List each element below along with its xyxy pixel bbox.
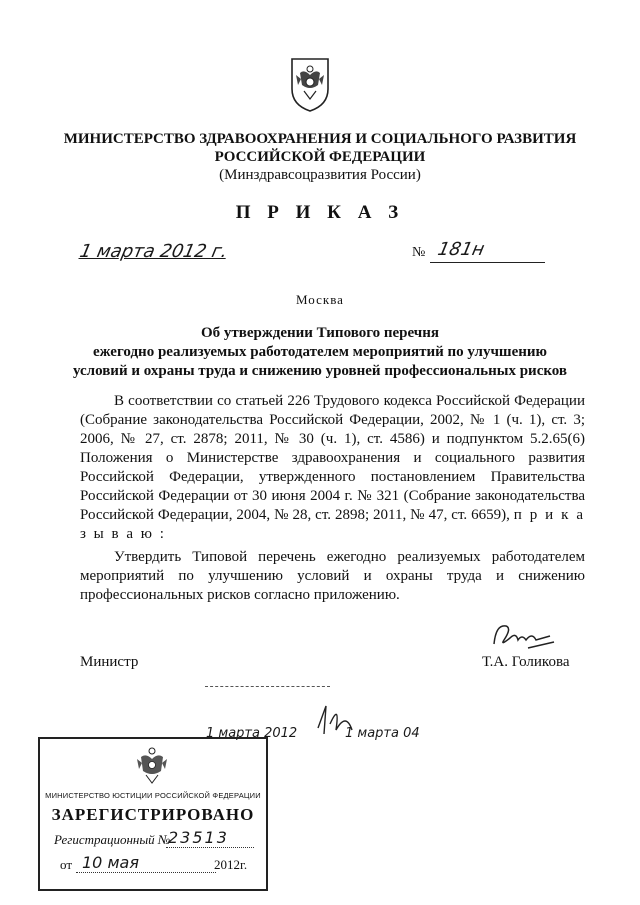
minister-signature-image	[488, 618, 558, 654]
subject-line3: условий и охраны труда и снижению уровней профессиональных рисков	[72, 363, 568, 379]
registration-handwritten-date-2: 1 марта 04	[345, 726, 420, 741]
stamp-date-underline	[76, 872, 216, 873]
stamp-date-label: от	[60, 857, 73, 872]
minister-name: Т.А. Голикова	[482, 654, 570, 670]
registration-stamp	[38, 737, 268, 891]
ministry-name-line1: МИНИСТЕРСТВО ЗДРАВООХРАНЕНИЯ И СОЦИАЛЬНОГО РАЗВИТИЯ	[63, 131, 577, 147]
order-city: Москва	[296, 292, 344, 307]
order-number-handwritten: 181н	[435, 239, 487, 260]
stamp-year: 2012г.	[214, 857, 248, 872]
stamp-registration-underline	[166, 847, 254, 848]
ministry-short-name: (Минздравсоцразвития России)	[219, 167, 421, 183]
paragraph-1-text: В соответствии со статьей 226 Трудового кодекса Российской Федерации (Собрание законодательства Российской Федерации, 2002, № 1 (ч. 1), ст. 3; 2006, № 27, ст. 2878; 2011, № 30 (ч. 1), ст. 4586) и подпунктом 5.2.65(6) Положения о Министерстве здравоохранения и социального развития Российской Федерации, утвержденного постановлением Правительства Российской Федерации от 30 июня 2004 г. № 321 (Собрание законодательства Российской Федерации, 2004, № 28, ст. 2898; 2011, № 47, ст. 6659),	[80, 393, 585, 523]
document-subject	[0, 324, 640, 381]
registration-handwritten-date: 1 марта 2012	[206, 726, 298, 741]
stamp-emblem-icon	[135, 745, 169, 785]
subject-line1: Об утверждении Типового перечня	[200, 325, 440, 341]
stamp-ministry-name: МИНИСТЕРСТВО ЮСТИЦИИ РОССИЙСКОЙ ФЕДЕРАЦИИ	[45, 791, 261, 800]
ministry-name-line2: РОССИЙСКОЙ ФЕДЕРАЦИИ	[214, 149, 426, 165]
order-command: п р и к а з ы в а ю :	[80, 507, 586, 542]
order-title: П Р И К А З	[235, 202, 405, 223]
stamp-date-value: 10 мая	[82, 853, 139, 872]
order-date-handwritten: 1 марта 2012 г.	[77, 241, 230, 262]
body-paragraph-2: Утвердить Типовой перечень ежегодно реализуемых работодателем мероприятий по улучшению условий и охраны труда и снижению профессиональных рисков согласно приложению.	[80, 549, 585, 603]
stamp-registration-number: 23513	[168, 828, 229, 847]
stamp-title: ЗАРЕГИСТРИРОВАНО	[51, 805, 255, 824]
order-number-underline	[430, 262, 545, 263]
registration-dotted-line	[205, 686, 330, 687]
order-number-label: №	[412, 245, 426, 260]
stamp-registration-label: Регистрационный №	[54, 832, 171, 847]
body-paragraph-1	[80, 392, 585, 544]
minister-position: Министр	[80, 654, 139, 670]
coat-of-arms-emblem	[288, 55, 332, 113]
subject-line2: ежегодно реализуемых работодателем мероприятий по улучшению	[92, 344, 548, 360]
